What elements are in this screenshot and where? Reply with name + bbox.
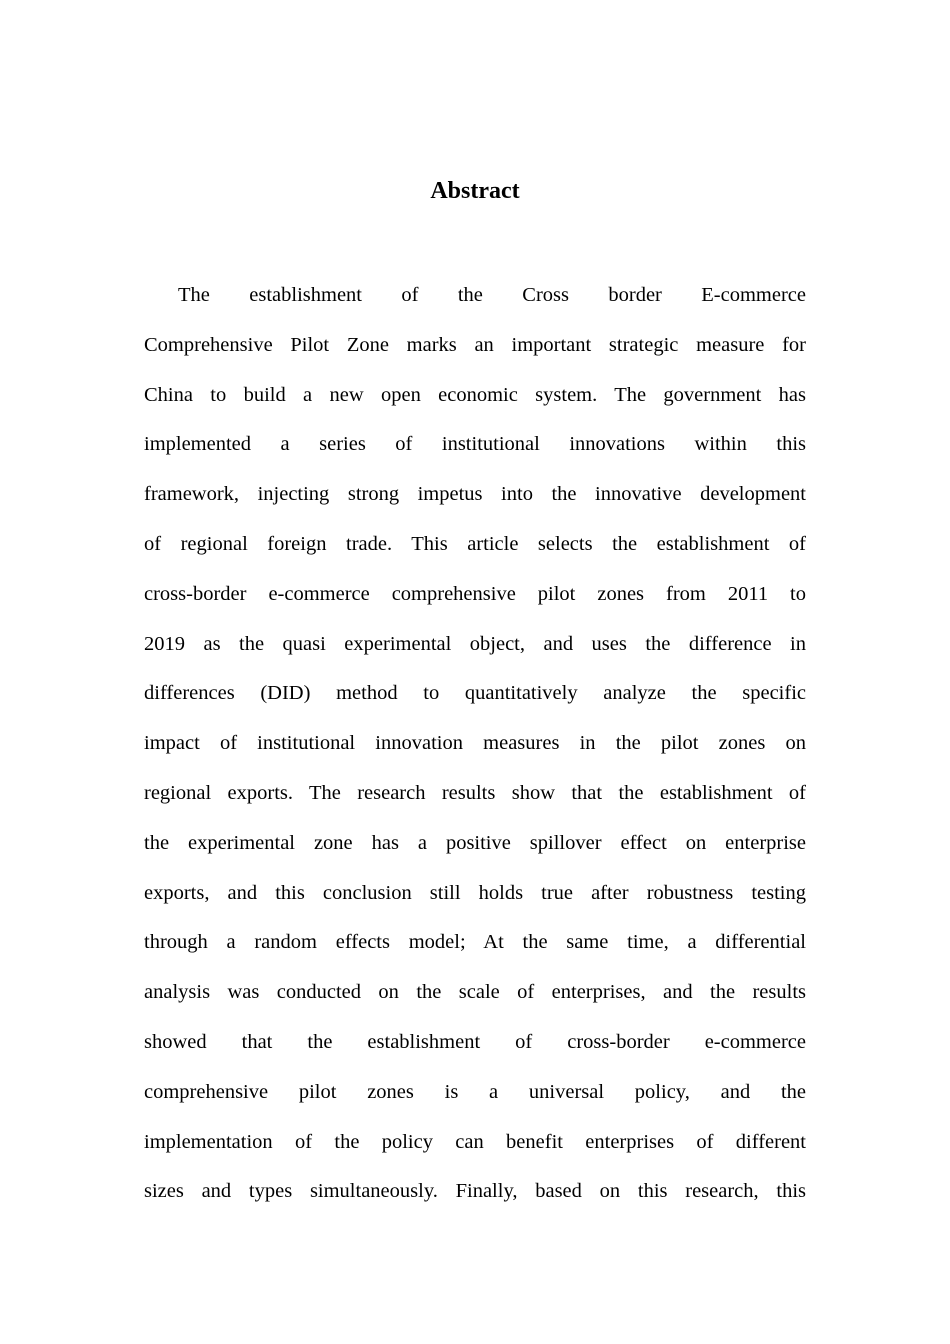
abstract-line: through a random effects model; At the same time, a differential	[144, 931, 806, 954]
abstract-line: framework, injecting strong impetus into the innovative development	[144, 483, 806, 506]
abstract-line: Comprehensive Pilot Zone marks an important strategic measure for	[144, 333, 806, 356]
abstract-line: of regional foreign trade. This article selects the establishment of	[144, 532, 806, 555]
abstract-line: regional exports. The research results show that the establishment of	[144, 781, 806, 804]
abstract-line: differences (DID) method to quantitatively analyze the specific	[144, 682, 806, 705]
abstract-line: analysis was conducted on the scale of enterprises, and the results	[144, 981, 806, 1004]
abstract-line: comprehensive pilot zones is a universal policy, and the	[144, 1080, 806, 1103]
abstract-line: 2019 as the quasi experimental object, and uses the difference in	[144, 632, 806, 655]
abstract-line: the experimental zone has a positive spillover effect on enterprise	[144, 831, 806, 854]
abstract-line: implementation of the policy can benefit enterprises of different	[144, 1130, 806, 1153]
abstract-body	[144, 271, 806, 1217]
abstract-line: impact of institutional innovation measures in the pilot zones on	[144, 732, 806, 755]
abstract-line: sizes and types simultaneously. Finally, based on this research, this	[144, 1180, 806, 1203]
abstract-line: China to build a new open economic system. The government has	[144, 383, 806, 406]
abstract-line: showed that the establishment of cross-border e-commerce	[144, 1030, 806, 1053]
abstract-title: Abstract	[430, 178, 520, 204]
abstract-line: cross-border e-commerce comprehensive pilot zones from 2011 to	[144, 582, 806, 605]
abstract-line: implemented a series of institutional innovations within this	[144, 433, 806, 456]
abstract-line: exports, and this conclusion still holds true after robustness testing	[144, 881, 806, 904]
abstract-line: The establishment of the Cross border E-commerce	[178, 284, 806, 306]
